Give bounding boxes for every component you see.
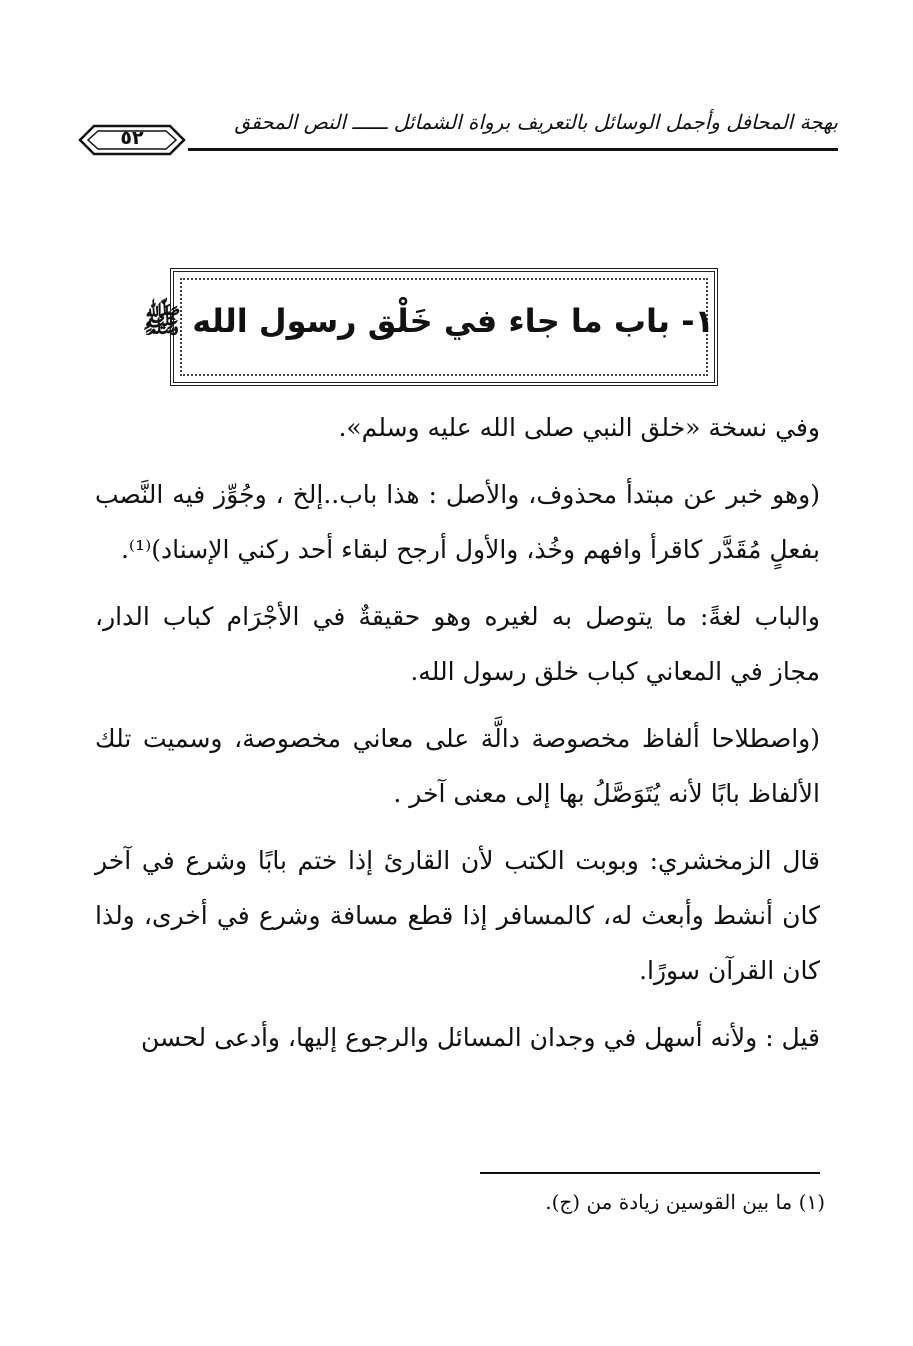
book-title: بهجة المحافل وأجمل الوسائل بالتعريف برواة الشمائل ــــــ النص المحقق — [234, 110, 838, 134]
header-rule — [188, 148, 838, 151]
chapter-heading-frame — [142, 268, 718, 386]
paragraph-5: قال الزمخشري: وبوبت الكتب لأن القارئ إذا ختم بابًا وشرع في آخر كان أنشط وأبعث له، كالمسافر إذا قطع مسافة وشرع في أخرى، ولذا كان القرآن سورًا. — [95, 846, 821, 985]
paragraph-4: (واصطلاحا ألفاظ مخصوصة دالَّة على معاني مخصوصة، وسميت تلك الألفاظ بابًا لأنه يُتَوَصَّلُ بها إلى معنى آخر . — [95, 724, 820, 808]
paragraph-1: وفي نسخة «خلق النبي صلى الله عليه وسلم». — [338, 413, 820, 442]
page-number-badge — [76, 122, 188, 158]
main-text — [95, 400, 820, 1077]
chapter-title: ١- باب ما جاء في خَلْق رسول الله ﷺ — [142, 302, 714, 340]
paragraph-3: والباب لغةً: ما يتوصل به لغيره وهو حقيقةٌ في الأجْرَام كباب الدار، مجاز في المعاني كباب خلق رسول الله. — [95, 602, 820, 686]
footnote-separator — [480, 1172, 820, 1174]
page-header — [70, 100, 838, 160]
footnote: (١) ما بين القوسين زيادة من (ج). — [545, 1190, 825, 1214]
page-number: ٥٢ — [120, 127, 144, 149]
paragraph-6: قيل : ولأنه أسهل في وجدان المسائل والرجوع إليها، وأدعى لحسن — [141, 1023, 820, 1052]
paragraph-2: (وهو خبر عن مبتدأ محذوف، والأصل : هذا باب..إلخ ، وجُوِّز فيه النَّصب بفعلٍ مُقَدَّر كاقرأ وافهم وخُذ، والأول أرجح لبقاء أحد ركني الإسناد)⁽¹⁾. — [95, 480, 820, 564]
